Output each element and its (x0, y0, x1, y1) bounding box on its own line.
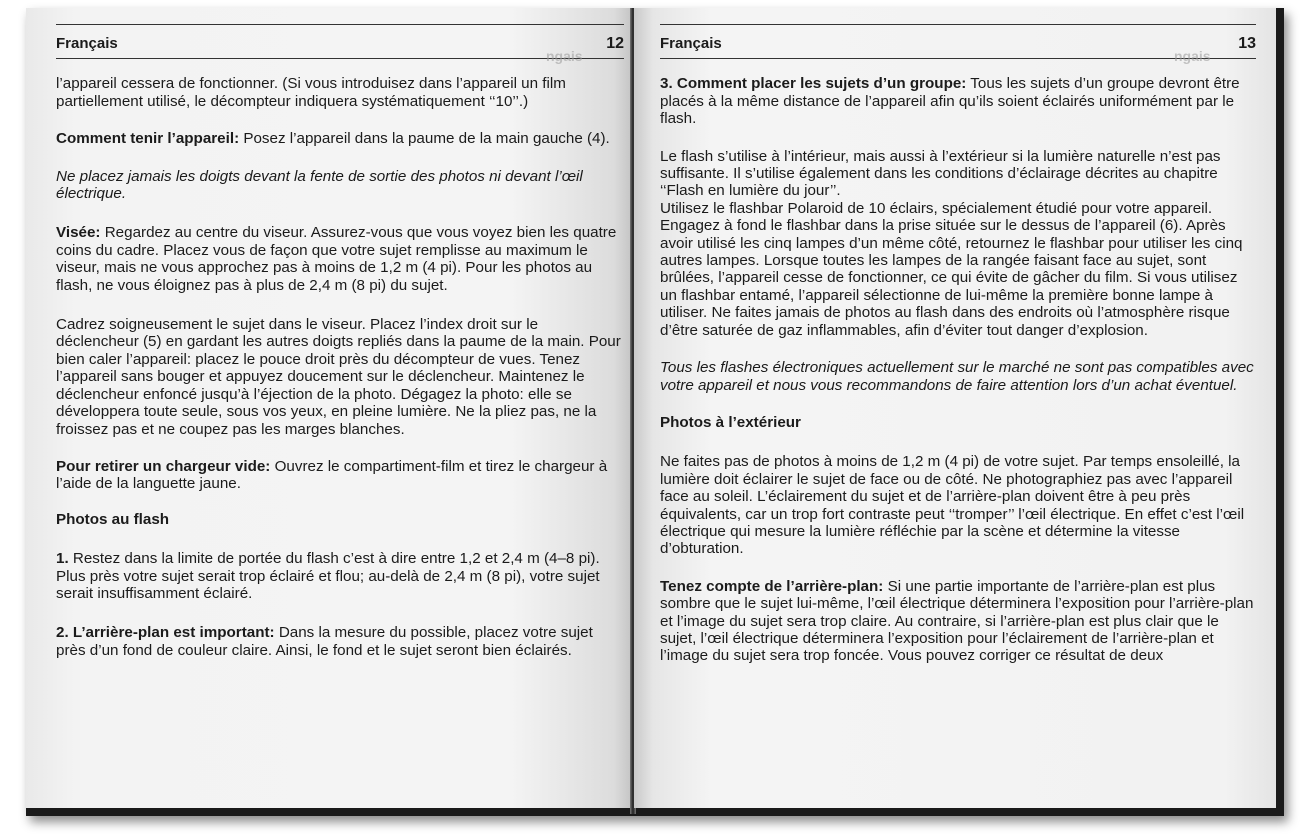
paragraph (56, 458, 624, 493)
paragraph-lead: Comment tenir l’appareil: (56, 130, 240, 148)
paragraph (56, 624, 624, 659)
italic-note: Ne placez jamais les doigts devant la fente de sortie des photos ni devant l’œil électrique. (56, 167, 583, 203)
paragraph (660, 578, 1256, 665)
bleed-through-header: ngais (1174, 48, 1211, 64)
paragraph: Utilisez le flashbar Polaroid de 10 éclairs, spécialement étudié pour votre appareil. Engagez à fond le flashbar dans la prise située sur le dessus de l’appareil (6). Après avoir utilisé les cinq lampes d’un même côté, retournez le flashbar pour utiliser les cinq autres lampes. Lorsque toutes les lampes de la rangée faisant face au sujet, sont brûlées, l’appareil cesse de fonctionner, ce qui évite de gâcher du film. Si vous utilisez un flashbar entamé, l’appareil sélectionne de lui-même la première bonne lampe à utiliser. Ne faites jamais de photos au flash dans des endroits où l’atmosphère risque d’être saturée de gaz inflammables, afin d’éviter tout danger d’explosion. (660, 199, 1243, 339)
page-number: 13 (1238, 35, 1256, 52)
section-heading: Photos à l’extérieur (660, 413, 801, 431)
page-right (634, 8, 1276, 808)
page-left (26, 8, 632, 808)
paragraph (660, 75, 1256, 127)
page-header (660, 25, 1256, 64)
paragraph-text: Ouvrez le compartiment-film et tirez le chargeur à l’aide de la languette jaune. (56, 457, 608, 493)
header-title: Français (660, 35, 722, 52)
list-number: 1. (56, 550, 69, 568)
paragraph-lead: Visée: (56, 224, 101, 242)
paragraph (56, 224, 624, 294)
header-title: Français (56, 35, 118, 52)
paragraph (56, 130, 624, 147)
paragraph-text: Regardez au centre du viseur. Assurez-vous que vous voyez bien les quatre coins du cadre. Placez vous de façon que votre sujet remplisse au maximum le viseur, mais ne vous approchez pas à moins de 1,2 m (4 pi). Pour les photos au flash, ne vous éloignez pas à plus de 2,4 m (8 pi) du sujet. (56, 224, 617, 294)
paragraph-text: Restez dans la limite de portée du flash c’est à dire entre 1,2 et 2,4 m (4–8 pi). Plus près votre sujet serait trop éclairé et flou; au-delà de 2,4 m (8 pi), votre sujet serait insuffisamment éclairé. (56, 550, 600, 602)
paragraph (56, 550, 624, 602)
paragraph-text: Posez l’appareil dans la paume de la main gauche (4). (239, 130, 610, 148)
page-number: 12 (606, 35, 624, 52)
paragraph-text: Si une partie importante de l’arrière-plan est plus sombre que le sujet lui-même, l’œil électrique déterminera l’exposition pour l’arrière-plan et l’image du sujet sera trop claire. Au contraire, si l’arrière-plan est plus clair que le sujet, l’œil électrique déterminera l’exposition pour l’éclairement de l’arrière-plan et l’image du sujet sera trop foncée. Vous pouvez corriger ce résultat de deux (660, 577, 1254, 665)
open-booklet (26, 8, 1284, 816)
paragraph-text: Dans la mesure du possible, placez votre sujet près d’un fond de couleur claire. Ainsi, le fond et le sujet seront bien éclairés. (56, 624, 593, 659)
page-header (56, 25, 624, 64)
paragraph-lead: Tenez compte de l’arrière-plan: (660, 577, 884, 595)
page-body (56, 59, 624, 659)
italic-note: Tous les flashes électroniques actuellement sur le marché ne sont pas compatibles avec votre appareil et nous vous recommandons de faire attention lors d’un achat éventuel. (660, 359, 1254, 394)
paragraph: l’appareil cessera de fonctionner. (Si vous introduisez dans l’appareil un film partiellement utilisé, le décompteur indiquera systématiquement ‘‘10’’.) (56, 75, 566, 110)
bleed-through-header: ngais (546, 48, 583, 64)
paragraph-lead: 2. L’arrière-plan est important: (56, 624, 275, 642)
paragraph-lead: 3. Comment placer les sujets d’un groupe: (660, 75, 967, 93)
section-heading: Photos au flash (56, 510, 170, 528)
paragraph-text: Tous les sujets d’un groupe devront être placés à la même distance de l’appareil afin qu’ils soient éclairés uniformément par le flash. (660, 75, 1240, 128)
page-body (660, 59, 1256, 664)
paragraph: Cadrez soigneusement le sujet dans le viseur. Placez l’index droit sur le déclencheur (5) en gardant les autres doigts repliés dans la paume de la main. Pour bien caler l’appareil: placez le pouce droit près du décompteur de vues. Tenez l’appareil sans bouger et appuyez doucement sur le déclencheur. Maintenez le déclencheur enfoncé jusqu’à l’éjection de la photo. Dégagez la photo: elle se développera toute seule, sous vos yeux, en pleine lumière. Ne la pliez pas, ne la froissez pas et ne coupez pas les marges blanches. (56, 316, 621, 438)
paragraph: Le flash s’utilise à l’intérieur, mais aussi à l’extérieur si la lumière naturelle n’est pas suffisante. Il s’utilise également dans les conditions d’éclairage décrites au chapitre ‘‘Flash en lumière du jour’’. (660, 147, 1221, 200)
paragraph: Ne faites pas de photos à moins de 1,2 m (4 pi) de votre sujet. Par temps ensoleillé, la lumière doit éclairer le sujet de face ou de côté. Ne photographiez pas avec l’appareil face au soleil. L’éclairement du sujet et de l’arrière-plan doivent être à peu près équivalents, car un trop fort contraste peut ‘‘tromper’’ l’œil électrique. En effet c’est l’œil électrique qui mesure la lumière réfléchie par la scène et détermine la vitesse d’obturation. (660, 453, 1245, 558)
paragraph-lead: Pour retirer un chargeur vide: (56, 457, 271, 475)
